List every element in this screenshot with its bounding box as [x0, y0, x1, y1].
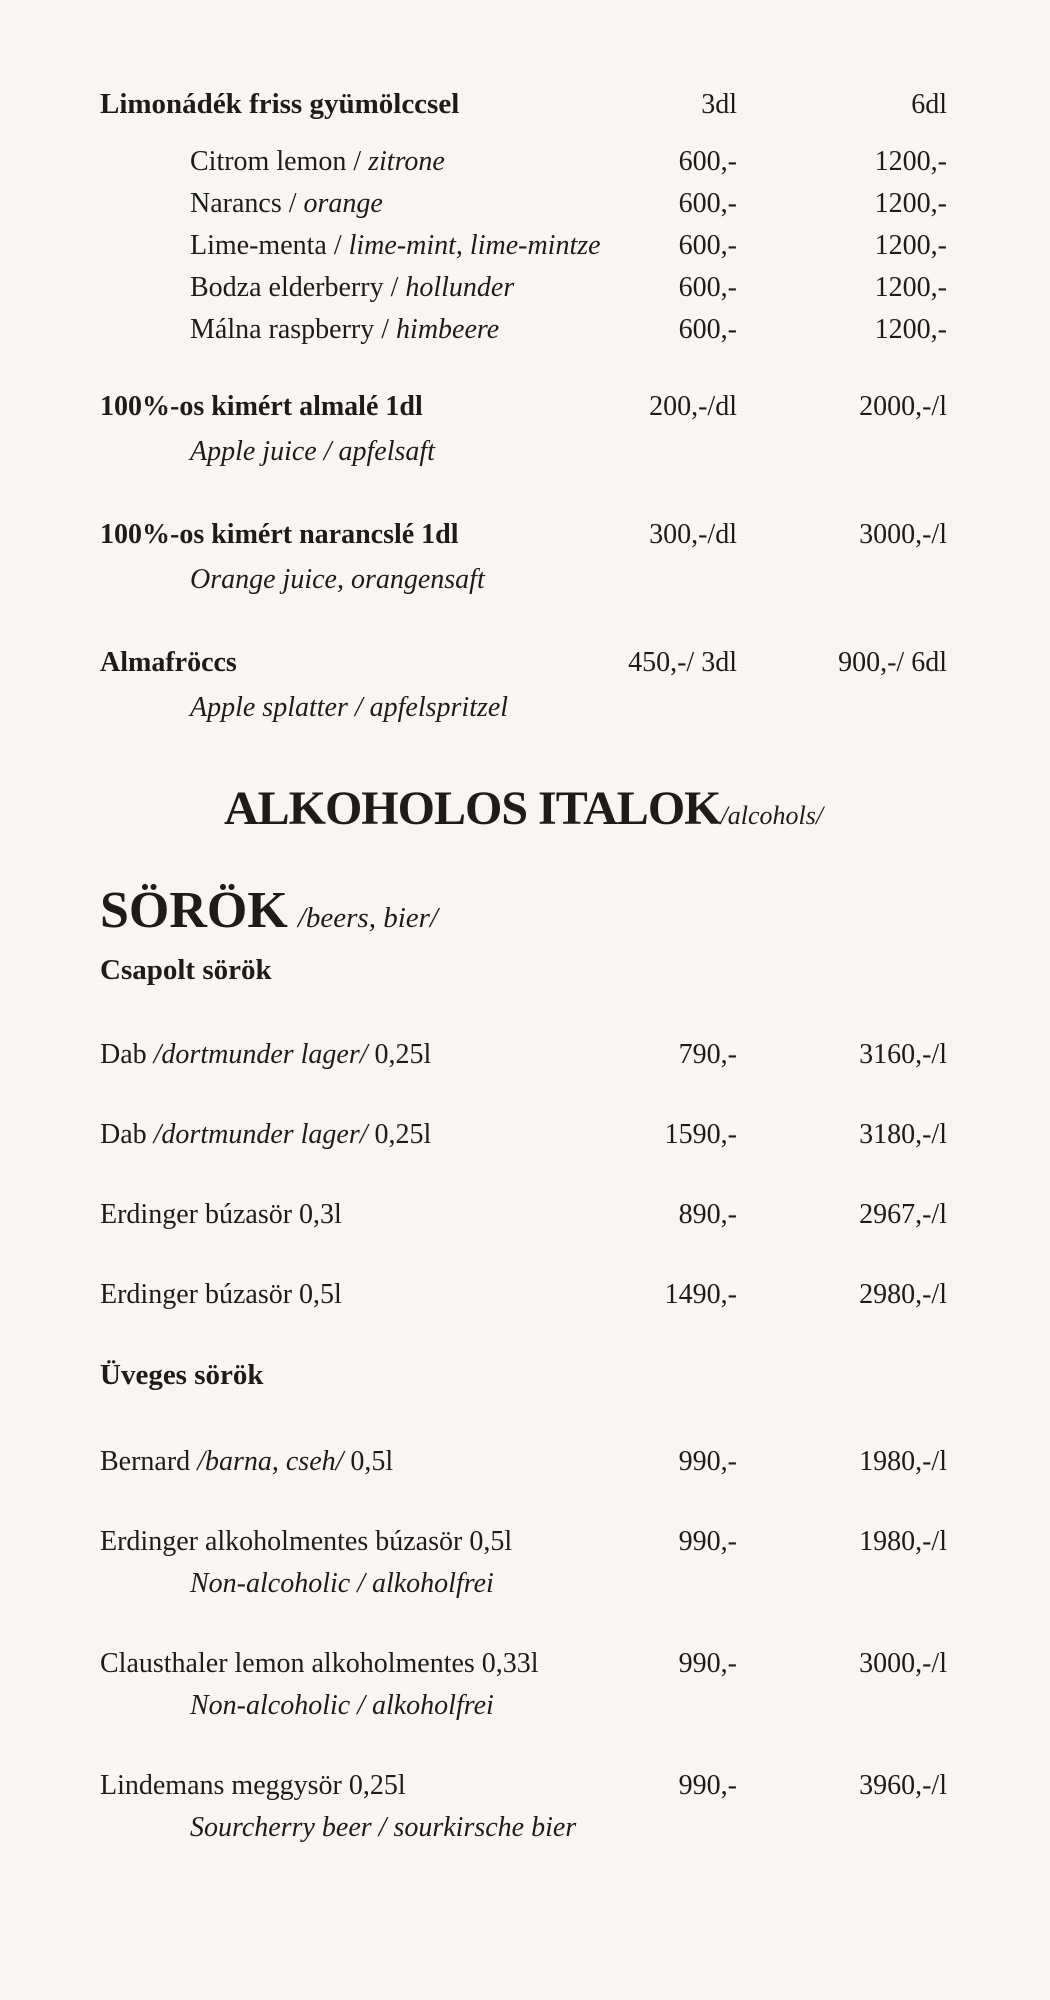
item-label: Clausthaler lemon alkoholmentes 0,33l — [100, 1648, 539, 1679]
menu-item-row — [100, 188, 947, 220]
item-price-col2: 1200,- — [874, 314, 947, 345]
menu-item-row — [100, 1119, 947, 1151]
alcohol-section-heading — [100, 784, 947, 841]
item-label-line — [100, 1770, 592, 1802]
menu-item-row — [100, 647, 947, 724]
item-price-col1: 890,- — [678, 1199, 737, 1230]
item-translation: Apple splatter / apfelspritzel — [190, 692, 509, 723]
item-label: Bernard — [100, 1446, 198, 1477]
item-price-col1: 990,- — [678, 1526, 737, 1557]
item-label: Erdinger búzasör 0,3l — [100, 1199, 342, 1230]
item-label-italic: orange — [303, 188, 383, 219]
item-label: Almafröccs — [100, 647, 237, 678]
item-label: Lime-menta / — [190, 230, 349, 261]
item-label-line — [190, 188, 592, 220]
item-price-col1: 300,-/dl — [649, 519, 737, 550]
menu-item-row — [100, 1446, 947, 1478]
item-label-line — [190, 146, 592, 178]
item-price-col1: 600,- — [678, 272, 737, 303]
item-label: Erdinger búzasör 0,5l — [100, 1279, 342, 1310]
menu-item-row — [100, 1039, 947, 1071]
item-price-col1: 600,- — [678, 188, 737, 219]
item-label-line — [100, 1279, 592, 1311]
item-label-italic: /barna, cseh/ — [197, 1446, 344, 1477]
item-price-col2: 3000,-/l — [859, 519, 947, 550]
item-label-line — [100, 391, 592, 423]
alcohol-heading-text: ALKOHOLOS ITALOK — [223, 782, 721, 835]
menu-item-row — [100, 391, 947, 468]
menu-item-row — [100, 1770, 947, 1844]
item-price-col1: 1590,- — [664, 1119, 737, 1150]
beers-section-heading — [100, 881, 947, 948]
menu-item-row — [100, 1199, 947, 1231]
item-label-italic: /dortmunder lager/ — [153, 1119, 368, 1150]
draft-beers-heading: Csapolt sörök — [100, 954, 272, 986]
item-price-col2: 2967,-/l — [859, 1199, 947, 1230]
item-price-col1: 600,- — [678, 146, 737, 177]
item-name — [100, 391, 592, 468]
item-label: Dab — [100, 1119, 154, 1150]
item-label-line — [100, 1446, 592, 1478]
menu-item-row — [100, 519, 947, 596]
column-header-3dl: 3dl — [701, 89, 737, 120]
item-label-line — [100, 519, 592, 551]
item-label-line — [100, 1119, 592, 1151]
item-label-line — [100, 1199, 592, 1231]
lemonade-header-row — [100, 88, 947, 121]
item-price-col1: 1490,- — [664, 1279, 737, 1310]
column-header-6dl: 6dl — [911, 89, 947, 120]
item-label: Citrom lemon / — [190, 146, 369, 177]
item-name — [100, 647, 592, 724]
item-translation: Apple juice / apfelsaft — [190, 436, 435, 467]
item-name — [100, 1279, 592, 1311]
item-label: Narancs / — [190, 188, 304, 219]
item-price-col1: 990,- — [678, 1648, 737, 1679]
item-price-col2: 3160,-/l — [859, 1039, 947, 1070]
item-label: Dab — [100, 1039, 154, 1070]
item-name — [100, 1199, 592, 1231]
item-price-col1: 990,- — [678, 1770, 737, 1801]
menu-item-row — [100, 314, 947, 346]
item-label: 100%-os kimért almalé 1dl — [100, 391, 423, 422]
bottled-beers-heading: Üveges sörök — [100, 1359, 264, 1391]
lemonade-items — [100, 146, 947, 346]
menu-item-row — [100, 230, 947, 262]
item-label-suffix: 0,5l — [343, 1446, 394, 1477]
item-price-col1: 450,-/ 3dl — [628, 647, 737, 678]
item-price-col2: 1980,-/l — [859, 1526, 947, 1557]
item-price-col1: 990,- — [678, 1446, 737, 1477]
item-price-col1: 600,- — [678, 230, 737, 261]
item-label-line — [190, 230, 601, 262]
item-label-italic: lime-mint, lime-mintze — [348, 230, 601, 261]
item-name — [100, 314, 592, 346]
item-translation: Non-alcoholic / alkoholfrei — [190, 1690, 494, 1721]
item-label-line — [100, 647, 592, 679]
item-name — [100, 146, 592, 178]
item-price-col2: 2980,-/l — [859, 1279, 947, 1310]
juice-items — [100, 391, 947, 724]
item-name — [100, 1770, 592, 1844]
item-name — [100, 272, 592, 304]
item-name — [100, 519, 592, 596]
item-price-col1: 790,- — [678, 1039, 737, 1070]
item-name — [100, 1119, 592, 1151]
menu-item-row — [100, 1648, 947, 1722]
item-label-line — [100, 1039, 592, 1071]
item-price-col2: 1200,- — [874, 230, 947, 261]
item-name — [100, 230, 601, 262]
item-label: Erdinger alkoholmentes búzasör 0,5l — [100, 1526, 513, 1557]
item-price-col2: 1200,- — [874, 146, 947, 177]
item-label-line — [100, 1648, 592, 1680]
item-price-col2: 1200,- — [874, 272, 947, 303]
item-label: Málna raspberry / — [190, 314, 397, 345]
menu-item-row — [100, 272, 947, 304]
item-price-col2: 3180,-/l — [859, 1119, 947, 1150]
item-label-suffix: 0,25l — [367, 1119, 432, 1150]
item-price-col2: 3960,-/l — [859, 1770, 947, 1801]
item-name — [100, 1446, 592, 1478]
item-translation: Sourcherry beer / sourkirsche bier — [190, 1812, 577, 1843]
menu-item-row — [100, 1526, 947, 1600]
item-label-line — [100, 1526, 592, 1558]
item-price-col2: 900,-/ 6dl — [838, 647, 947, 678]
item-label-italic: zitrone — [368, 146, 445, 177]
item-translation: Orange juice, orangensaft — [190, 564, 485, 595]
beers-heading-text: SÖRÖK — [100, 882, 288, 939]
item-label-italic: /dortmunder lager/ — [153, 1039, 368, 1070]
item-label-italic: hollunder — [405, 272, 515, 303]
item-price-col2: 2000,-/l — [859, 391, 947, 422]
item-label: Lindemans meggysör 0,25l — [100, 1770, 406, 1801]
item-label: Bodza elderberry / — [190, 272, 406, 303]
item-label-line — [190, 314, 592, 346]
item-name — [100, 1039, 592, 1071]
item-name — [100, 1648, 592, 1722]
item-translation: Non-alcoholic / alkoholfrei — [190, 1568, 494, 1599]
lemonade-section-title: Limonádék friss gyümölccsel — [100, 88, 460, 120]
menu-item-row — [100, 146, 947, 178]
bottled-beer-items — [100, 1446, 947, 1844]
item-label: 100%-os kimért narancslé 1dl — [100, 519, 459, 550]
beers-heading-translation: /beers, bier/ — [297, 902, 438, 934]
menu-item-row — [100, 1279, 947, 1311]
item-price-col2: 3000,-/l — [859, 1648, 947, 1679]
item-label-italic: himbeere — [396, 314, 500, 345]
draft-beer-items — [100, 1039, 947, 1311]
item-name — [100, 1526, 592, 1600]
item-price-col2: 1980,-/l — [859, 1446, 947, 1477]
item-name — [100, 188, 592, 220]
item-label-line — [190, 272, 592, 304]
item-price-col1: 600,- — [678, 314, 737, 345]
item-price-col2: 1200,- — [874, 188, 947, 219]
item-label-suffix: 0,25l — [367, 1039, 432, 1070]
alcohol-heading-translation: /alcohols/ — [720, 801, 824, 830]
item-price-col1: 200,-/dl — [649, 391, 737, 422]
